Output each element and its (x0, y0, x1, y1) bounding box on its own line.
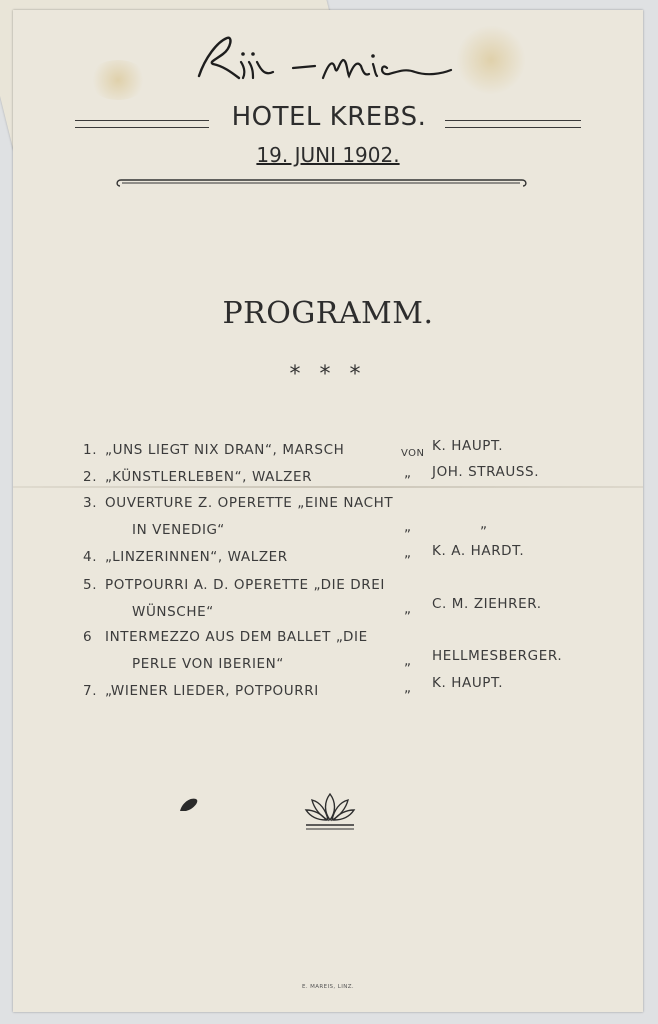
item-composer: HELLMESBERGER. (432, 648, 563, 664)
program-item-1 (83, 442, 344, 458)
item-title-continued: IN VENEDIG“ (132, 522, 225, 538)
asterism: * * * (289, 362, 367, 387)
item-composer: K. HAUPT. (432, 675, 504, 691)
item-title: OUVERTURE Z. OPERETTE „EINE NACHT (105, 495, 394, 511)
program-item-7 (83, 683, 319, 699)
item-number: 2. (83, 469, 98, 485)
ditto-mark: „ (404, 601, 412, 617)
item-number: 1. (83, 442, 98, 458)
item-composer: K. A. HARDT. (432, 543, 525, 559)
ditto-mark: „ (404, 653, 412, 669)
item-title-continued: PERLE VON IBERIEN“ (132, 656, 284, 672)
item-title: „WIENER LIEDER, POTPOURRI (105, 683, 319, 699)
item-title-continued: WÜNSCHE“ (132, 604, 214, 620)
program-sheet (13, 10, 643, 1012)
program-list (13, 10, 643, 1012)
item-composer: C. M. ZIEHRER. (432, 596, 542, 612)
ditto-mark: „ (404, 465, 412, 481)
program-item-2 (83, 469, 312, 485)
item-composer: K. HAUPT. (432, 438, 504, 454)
von-label: VON (401, 448, 425, 459)
event-date-text: 19. JUNI 1902. (256, 143, 400, 167)
item-by (401, 444, 425, 460)
ink-smudge (176, 795, 202, 815)
program-title: PROGRAMM. (222, 296, 434, 331)
item-number: 3. (83, 495, 98, 511)
ditto-mark: „ (404, 545, 412, 561)
program-item-5 (83, 577, 385, 593)
item-number: 7. (83, 683, 98, 699)
item-title: POTPOURRI A. D. OPERETTE „DIE DREI (105, 577, 385, 593)
ditto-mark: „ (404, 680, 412, 696)
leaf-ornament-icon (304, 790, 356, 834)
program-item-3 (83, 495, 393, 511)
item-number: 5. (83, 577, 98, 593)
hotel-name: HOTEL KREBS. (231, 102, 427, 132)
ditto-mark: „ (404, 519, 412, 535)
printer-imprint: E. MAREIS, LINZ. (301, 984, 355, 990)
item-composer: JOH. STRAUSS. (432, 464, 540, 480)
item-title: „KÜNSTLERLEBEN“, WALZER (105, 469, 313, 485)
item-title: „LINZERINNEN“, WALZER (105, 549, 288, 565)
program-item-4 (83, 549, 288, 565)
program-item-6 (83, 629, 368, 645)
item-number: 6 (83, 629, 93, 645)
item-title: „UNS LIEGT NIX DRAN“, MARSCH (105, 442, 345, 458)
item-title: INTERMEZZO AUS DEM BALLET „DIE (105, 629, 368, 645)
ditto-composer: „ (480, 516, 488, 532)
item-number: 4. (83, 549, 98, 565)
